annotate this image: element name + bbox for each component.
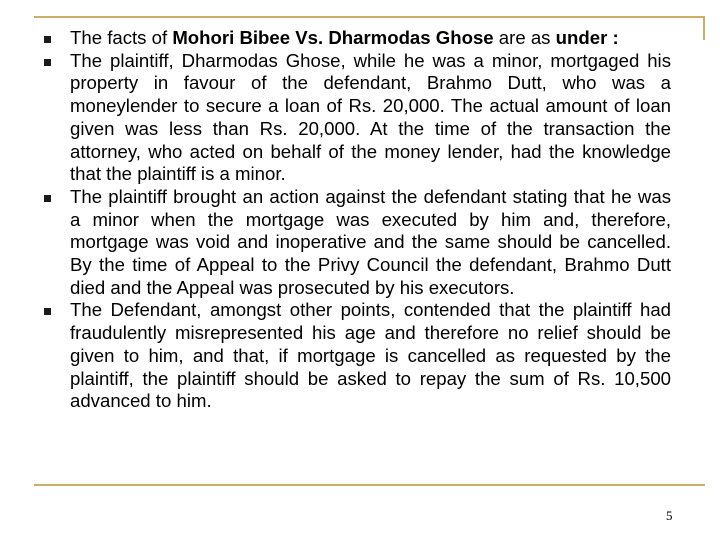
square-bullet-icon <box>44 59 51 66</box>
bullet-text: The Defendant, amongst other points, contended that the plaintiff had fraudulently misrepresented his age and therefore no relief should be given to him, and that, if mortgage is cancelled as requested by the plaintiff, the plaintiff should be asked to repay the sum of Rs. 10,500 advanced to him. <box>70 299 671 412</box>
frame-top-line <box>34 16 705 18</box>
bullet-item <box>40 299 671 413</box>
bullet-item <box>40 27 671 50</box>
bullet-text-bold: under : <box>555 27 619 48</box>
page-number: 5 <box>666 508 673 523</box>
square-bullet-icon <box>44 36 51 43</box>
bullet-text: The plaintiff brought an action against the defendant stating that he was a minor when the mortgage was executed by him and, therefore, mortgage was void and inoperative and the same should be cancelled. By the time of Appeal to the Privy Council the defendant, Brahmo Dutt died and the Appeal was prosecuted by his executors. <box>70 185 671 298</box>
square-bullet-icon <box>44 308 51 315</box>
case-title: Mohori Bibee Vs. Dharmodas Ghose <box>172 27 494 48</box>
frame-bottom-line <box>34 484 705 486</box>
slide-content <box>40 27 671 413</box>
bullet-text-plain: are as <box>493 27 556 48</box>
bullet-text <box>70 27 671 50</box>
frame-right-line <box>703 16 705 40</box>
bullet-item <box>40 50 671 186</box>
bullet-text: The plaintiff, Dharmodas Ghose, while he was a minor, mortgaged his property in favour of the defendant, Brahmo Dutt, who was a moneylender to secure a loan of Rs. 20,000. The actual amount of loan given was less than Rs. 20,000. At the time of the transaction the attorney, who acted on behalf of the money lender, had the knowledge that the plaintiff is a minor. <box>70 49 671 185</box>
bullet-item <box>40 186 671 300</box>
square-bullet-icon <box>44 195 51 202</box>
bullet-text-plain: The facts of <box>70 27 173 48</box>
